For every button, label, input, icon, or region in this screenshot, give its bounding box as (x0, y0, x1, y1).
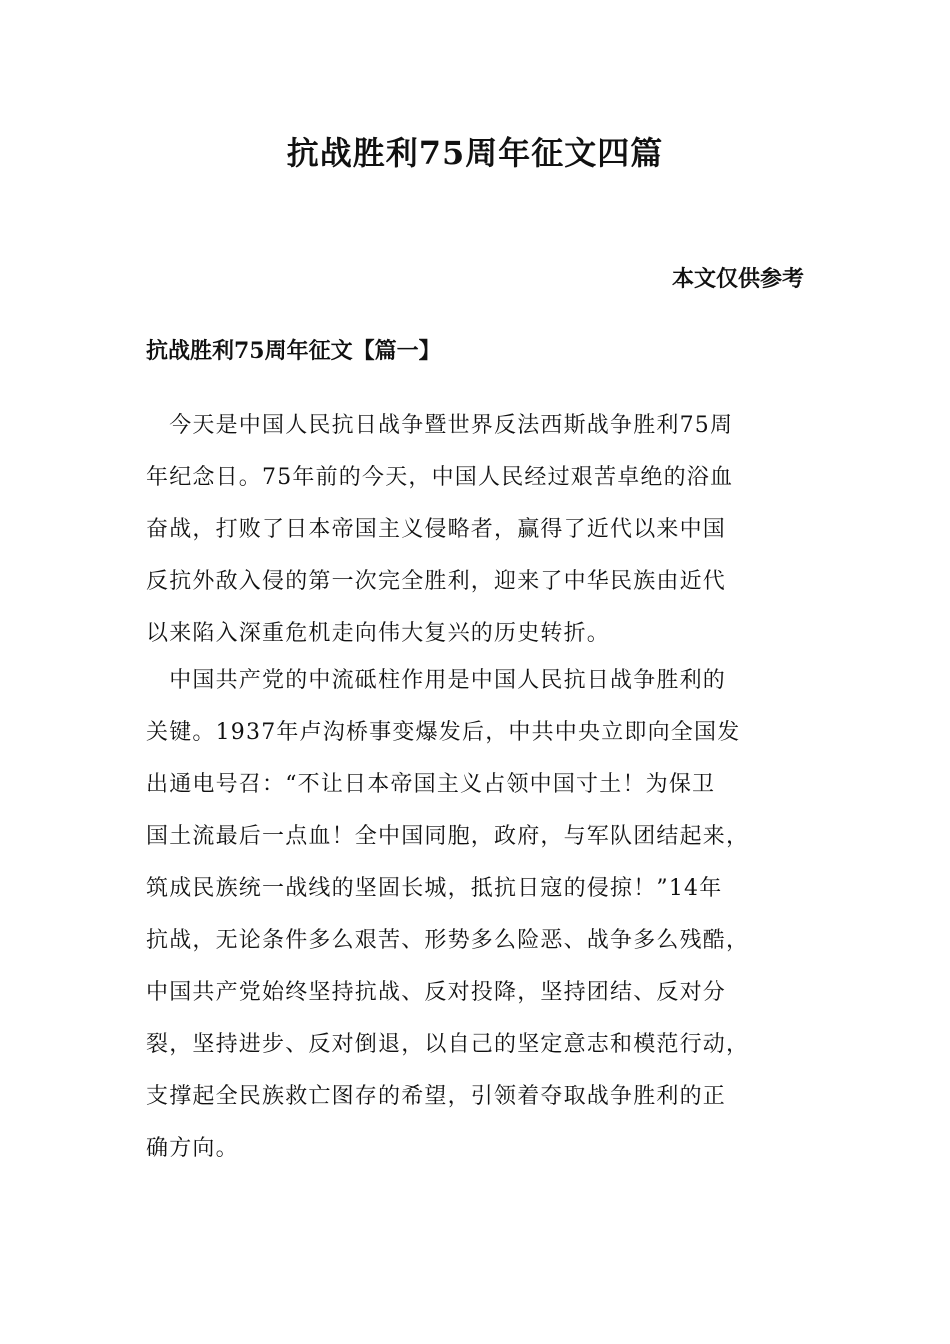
text-line: 中国共产党的中流砥柱作用是中国人民抗日战争胜利的 (146, 668, 727, 693)
text-line: 支撑起全民族救亡图存的希望，引领着夺取战争胜利的正 (146, 1084, 727, 1109)
section-heading: 抗战胜利75周年征文【篇一】 (146, 338, 441, 364)
text-line: 关键。1937年卢沟桥事变爆发后，中共中央立即向全国发 (146, 720, 741, 745)
text-line: 反抗外敌入侵的第一次完全胜利，迎来了中华民族由近代 (146, 569, 727, 594)
text-line: 抗战，无论条件多么艰苦、形势多么险恶、战争多么残酷， (146, 928, 750, 953)
document-title: 抗战胜利75周年征文四篇 (286, 134, 664, 172)
text-line: 奋战，打败了日本帝国主义侵略者，赢得了近代以来中国 (146, 517, 727, 542)
text-line: 筑成民族统一战线的坚固长城，抵抗日寇的侵掠！”14年 (146, 876, 723, 901)
paragraph-1 (146, 400, 806, 660)
paragraph-2 (146, 655, 806, 1175)
text-line: 今天是中国人民抗日战争暨世界反法西斯战争胜利75周 (146, 413, 734, 438)
text-line: 确方向。 (146, 1136, 239, 1161)
reference-note: 本文仅供参考 (671, 266, 804, 292)
text-line: 年纪念日。75年前的今天，中国人民经过艰苦卓绝的浴血 (146, 465, 734, 490)
text-line: 出通电号召：“不让日本帝国主义占领中国寸土！为保卫 (146, 772, 716, 797)
text-line: 裂，坚持进步、反对倒退，以自己的坚定意志和模范行动， (146, 1032, 750, 1057)
text-line: 以来陷入深重危机走向伟大复兴的历史转折。 (146, 621, 611, 646)
text-line: 中国共产党始终坚持抗战、反对投降，坚持团结、反对分 (146, 980, 727, 1005)
text-line: 国土流最后一点血！全中国同胞，政府，与军队团结起来， (146, 824, 750, 849)
